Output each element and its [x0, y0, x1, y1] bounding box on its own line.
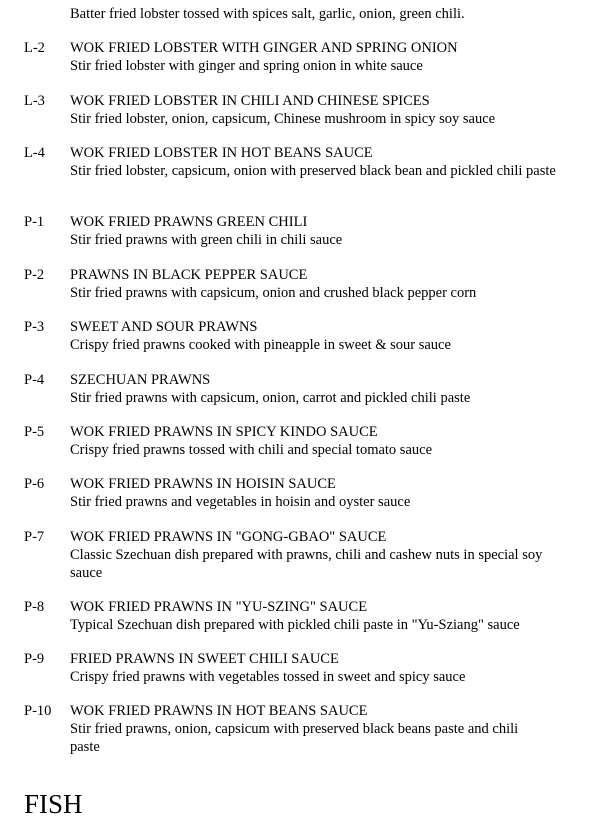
item-description: Typical Szechuan dish prepared with pickled chili paste in "Yu-Sziang" sauce: [70, 617, 520, 633]
item-code: L-2: [24, 40, 45, 56]
section-heading-fish: FISH: [24, 789, 83, 819]
item-title: WOK FRIED PRAWNS IN "GONG-GBAO" SAUCE: [70, 529, 387, 545]
item-code: P-2: [24, 267, 45, 283]
item-description: Stir fried prawns, onion, capsicum with preserved black beans paste and chili paste: [70, 721, 519, 755]
item-code: P-10: [24, 703, 52, 719]
item-title: PRAWNS IN BLACK PEPPER SAUCE: [70, 267, 308, 283]
item-description: Crispy fried prawns with vegetables tossed in sweet and spicy sauce: [70, 669, 466, 685]
item-code: P-1: [24, 214, 45, 230]
item-code: L-3: [24, 93, 45, 109]
item-description: Stir fried prawns with green chili in chili sauce: [70, 232, 343, 248]
item-code: L-4: [24, 145, 45, 161]
item-title: WOK FRIED PRAWNS IN "YU-SZING" SAUCE: [70, 599, 368, 615]
item-title: WOK FRIED LOBSTER IN HOT BEANS SAUCE: [70, 145, 373, 161]
item-title: WOK FRIED PRAWNS IN HOT BEANS SAUCE: [70, 703, 368, 719]
item-title: SWEET AND SOUR PRAWNS: [70, 319, 258, 335]
item-title: WOK FRIED LOBSTER WITH GINGER AND SPRING ONION: [70, 40, 458, 56]
item-code: P-4: [24, 372, 45, 388]
item-title: WOK FRIED LOBSTER IN CHILI AND CHINESE SPICES: [70, 93, 430, 109]
item-title: WOK FRIED PRAWNS IN HOISIN SAUCE: [70, 476, 336, 492]
item-code: P-3: [24, 319, 45, 335]
item-code: P-5: [24, 424, 45, 440]
item-title: WOK FRIED PRAWNS GREEN CHILI: [70, 214, 308, 230]
item-title: FRIED PRAWNS IN SWEET CHILI SAUCE: [70, 651, 339, 667]
item-description: Stir fried lobster, capsicum, onion with preserved black bean and pickled chili paste: [70, 163, 556, 179]
item-description: Stir fried lobster with ginger and spring onion in white sauce: [70, 58, 423, 74]
item-description: Crispy fried prawns tossed with chili and special tomato sauce: [70, 442, 433, 458]
item-description: Classic Szechuan dish prepared with prawns, chili and cashew nuts in special soy sauce: [70, 547, 543, 581]
item-code: P-7: [24, 529, 45, 545]
item-title: WOK FRIED PRAWNS IN SPICY KINDO SAUCE: [70, 424, 378, 440]
item-description: Stir fried prawns and vegetables in hoisin and oyster sauce: [70, 494, 411, 510]
lead-description: Batter fried lobster tossed with spices salt, garlic, onion, green chili.: [70, 6, 465, 22]
item-description: Stir fried prawns with capsicum, onion, carrot and pickled chili paste: [70, 390, 471, 406]
item-code: P-9: [24, 651, 45, 667]
item-code: P-6: [24, 476, 45, 492]
item-description: Stir fried lobster, onion, capsicum, Chinese mushroom in spicy soy sauce: [70, 111, 496, 127]
item-code: P-8: [24, 599, 45, 615]
item-description: Crispy fried prawns cooked with pineapple in sweet & sour sauce: [70, 337, 451, 353]
item-description: Stir fried prawns with capsicum, onion and crushed black pepper corn: [70, 285, 477, 301]
item-title: SZECHUAN PRAWNS: [70, 372, 211, 388]
